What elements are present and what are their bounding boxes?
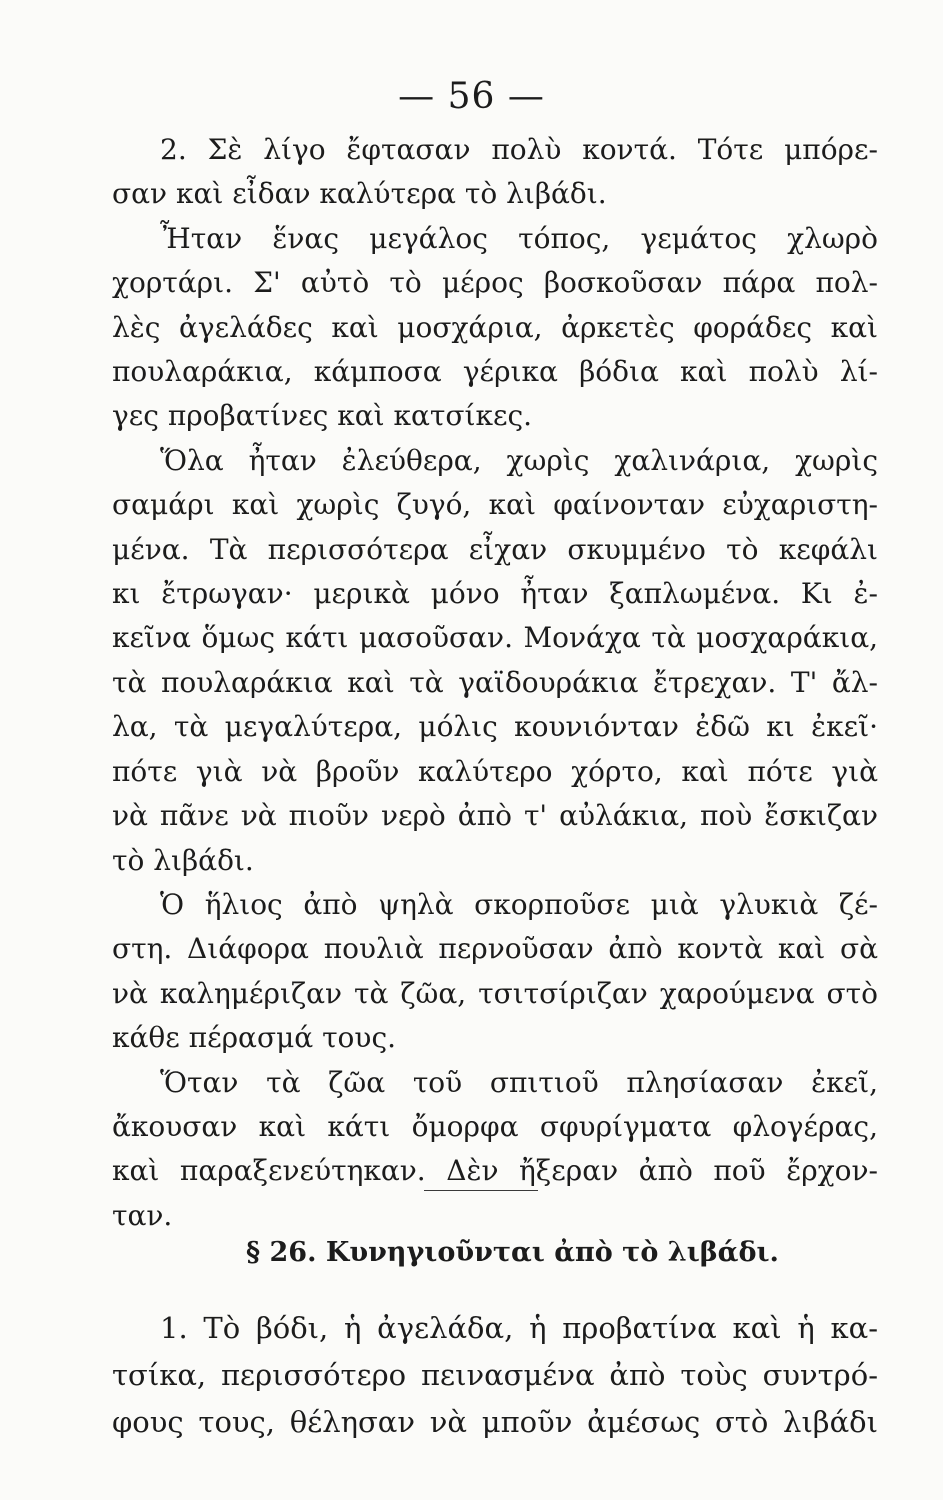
- text-line: χορτάρι. Σ' αὐτὸ τὸ μέρος βοσκοῦσαν πάρα πολ-: [112, 266, 878, 300]
- paragraph-5: [112, 1061, 878, 1239]
- text-line: Ὅταν τὰ ζῶα τοῦ σπιτιοῦ πλησίασαν ἐκεῖ,: [160, 1065, 878, 1099]
- section-paragraph-1: [112, 1305, 878, 1446]
- page-number: — 56 —: [398, 76, 545, 117]
- text-line: 2. Σὲ λίγο ἔφτασαν πολὺ κοντά. Τότε μπόρε-: [160, 133, 878, 166]
- text-line: τὸ λιβάδι.: [112, 843, 254, 877]
- page-body: [112, 128, 878, 1238]
- text-line: Ἦταν ἕνας μεγάλος τόπος, γεμάτος χλωρὸ: [160, 221, 878, 255]
- section-body: [112, 1305, 878, 1446]
- text-line: καὶ παραξενεύτηκαν. Δὲν ἤξεραν ἀπὸ ποῦ ἔρχον-: [112, 1154, 878, 1188]
- text-line: τὰ πουλαράκια καὶ τὰ γαϊδουράκια ἔτρεχαν. Τ' ἄλ-: [112, 665, 878, 699]
- text-line: σαν καὶ εἶδαν καλύτερα τὸ λιβάδι.: [112, 177, 607, 211]
- text-line: κι ἔτρωγαν· μερικὰ μόνο ἦταν ξαπλωμένα. Κι ἐ-: [112, 577, 878, 611]
- text-line: κάθε πέρασμά τους.: [112, 1021, 397, 1055]
- section-divider: [424, 1190, 538, 1191]
- text-line: Ὁ ἥλιος ἀπὸ ψηλὰ σκορποῦσε μιὰ γλυκιὰ ζέ-: [160, 887, 878, 921]
- text-line: νὰ πᾶνε νὰ πιοῦν νερὸ ἀπὸ τ' αὐλάκια, ποὺ ἔσκιζαν: [112, 799, 878, 833]
- paragraph-2: [112, 217, 878, 439]
- text-line: κεῖνα ὅμως κάτι μασοῦσαν. Μονάχα τὰ μοσχαράκια,: [112, 621, 878, 655]
- section-heading: § 26. Κυνηγιοῦνται ἀπὸ τὸ λιβάδι.: [246, 1237, 779, 1268]
- text-line: λὲς ἀγελάδες καὶ μοσχάρια, ἀρκετὲς φοράδες καὶ: [112, 310, 878, 344]
- text-line: σαμάρι καὶ χωρὶς ζυγό, καὶ φαίνονταν εὐχαριστη-: [112, 488, 878, 522]
- text-line: ταν.: [112, 1198, 173, 1232]
- paragraph-3: [112, 439, 878, 883]
- text-line: πότε γιὰ νὰ βροῦν καλύτερο χόρτο, καὶ πότε γιὰ: [112, 754, 878, 788]
- text-line: λα, τὰ μεγαλύτερα, μόλις κουνιόνταν ἐδῶ κι ἐκεῖ·: [112, 710, 878, 744]
- text-line: 1. Τὸ βόδι, ἡ ἀγελάδα, ἡ προβατίνα καὶ ἡ κα-: [160, 1311, 878, 1345]
- paragraph-1: [112, 128, 878, 217]
- text-line: φους τους, θέλησαν νὰ μποῦν ἀμέσως στὸ λιβάδι: [112, 1405, 878, 1439]
- text-line: τσίκα, περισσότερο πεινασμένα ἀπὸ τοὺς συντρό-: [112, 1358, 878, 1392]
- text-line: Ὅλα ἦταν ἐλεύθερα, χωρὶς χαλινάρια, χωρὶς: [160, 443, 878, 477]
- text-line: μένα. Τὰ περισσότερα εἶχαν σκυμμένο τὸ κεφάλι: [112, 532, 878, 566]
- text-line: στη. Διάφορα πουλιὰ περνοῦσαν ἀπὸ κοντὰ καὶ σὰ: [112, 932, 878, 966]
- text-line: πουλαράκια, κάμποσα γέρικα βόδια καὶ πολὺ λί-: [112, 355, 878, 389]
- text-line: γες προβατίνες καὶ κατσίκες.: [112, 399, 533, 433]
- text-line: ἄκουσαν καὶ κάτι ὄμορφα σφυρίγματα φλογέρας,: [112, 1109, 878, 1143]
- text-line: νὰ καλημέριζαν τὰ ζῶα, τσιτσίριζαν χαρούμενα στὸ: [112, 976, 878, 1010]
- paragraph-4: [112, 883, 878, 1061]
